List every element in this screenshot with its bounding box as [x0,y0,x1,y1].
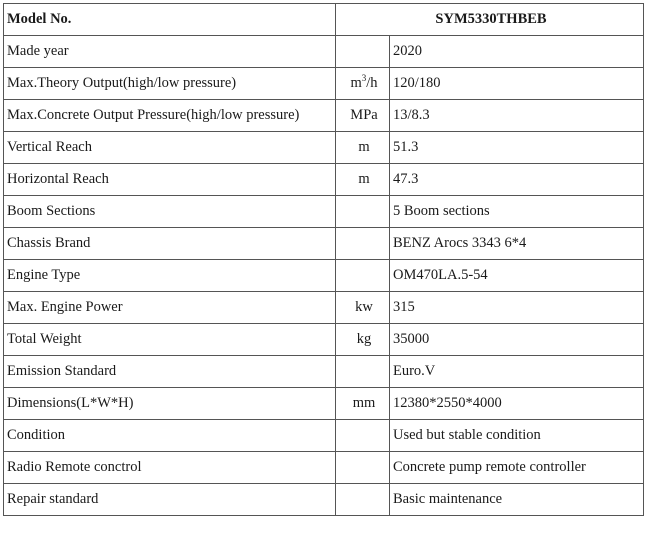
row-unit [336,68,390,100]
table-row [4,420,644,452]
table-row [4,132,644,164]
row-unit [336,260,390,292]
row-label: Radio Remote conctrol [4,452,336,484]
table-row [4,68,644,100]
row-value: 120/180 [390,68,644,100]
row-value: 12380*2550*4000 [390,388,644,420]
row-label: Repair standard [4,484,336,516]
row-unit [336,36,390,68]
row-label: Horizontal Reach [4,164,336,196]
row-value: 35000 [390,324,644,356]
table-row [4,196,644,228]
unit-superscript: 3 [361,73,367,84]
table-row [4,228,644,260]
table-row [4,452,644,484]
row-value: OM470LA.5-54 [390,260,644,292]
row-unit: MPa [336,100,390,132]
table-row [4,324,644,356]
header-model-value: SYM5330THBEB [336,4,644,36]
row-value: 51.3 [390,132,644,164]
row-label: Emission Standard [4,356,336,388]
unit-tail: /h [366,75,378,91]
table-row [4,356,644,388]
table-row [4,164,644,196]
table-row [4,292,644,324]
row-unit [336,484,390,516]
row-value: BENZ Arocs 3343 6*4 [390,228,644,260]
row-value: 5 Boom sections [390,196,644,228]
row-value: 47.3 [390,164,644,196]
row-value: 315 [390,292,644,324]
row-value: 13/8.3 [390,100,644,132]
row-label: Boom Sections [4,196,336,228]
row-value: Used but stable condition [390,420,644,452]
row-unit: kw [336,292,390,324]
row-unit [336,228,390,260]
table-row [4,36,644,68]
row-value: Basic maintenance [390,484,644,516]
row-label: Chassis Brand [4,228,336,260]
row-label: Max.Theory Output(high/low pressure) [4,68,336,100]
row-label: Dimensions(L*W*H) [4,388,336,420]
row-value: 2020 [390,36,644,68]
row-unit [336,420,390,452]
table-row [4,260,644,292]
row-unit: kg [336,324,390,356]
row-unit [336,196,390,228]
row-label: Total Weight [4,324,336,356]
row-label: Max.Concrete Output Pressure(high/low pressure) [4,100,336,132]
table-row [4,388,644,420]
row-unit: m [336,132,390,164]
row-label: Made year [4,36,336,68]
row-label: Condition [4,420,336,452]
row-unit [336,356,390,388]
spec-table [3,3,644,516]
row-label: Vertical Reach [4,132,336,164]
header-label: Model No. [4,4,336,36]
row-label: Max. Engine Power [4,292,336,324]
table-row [4,100,644,132]
table-header-row [4,4,644,36]
row-label: Engine Type [4,260,336,292]
table-row [4,484,644,516]
row-value: Concrete pump remote controller [390,452,644,484]
row-unit: m [336,164,390,196]
row-value: Euro.V [390,356,644,388]
row-unit [336,452,390,484]
unit-base: m [350,75,362,91]
row-unit: mm [336,388,390,420]
